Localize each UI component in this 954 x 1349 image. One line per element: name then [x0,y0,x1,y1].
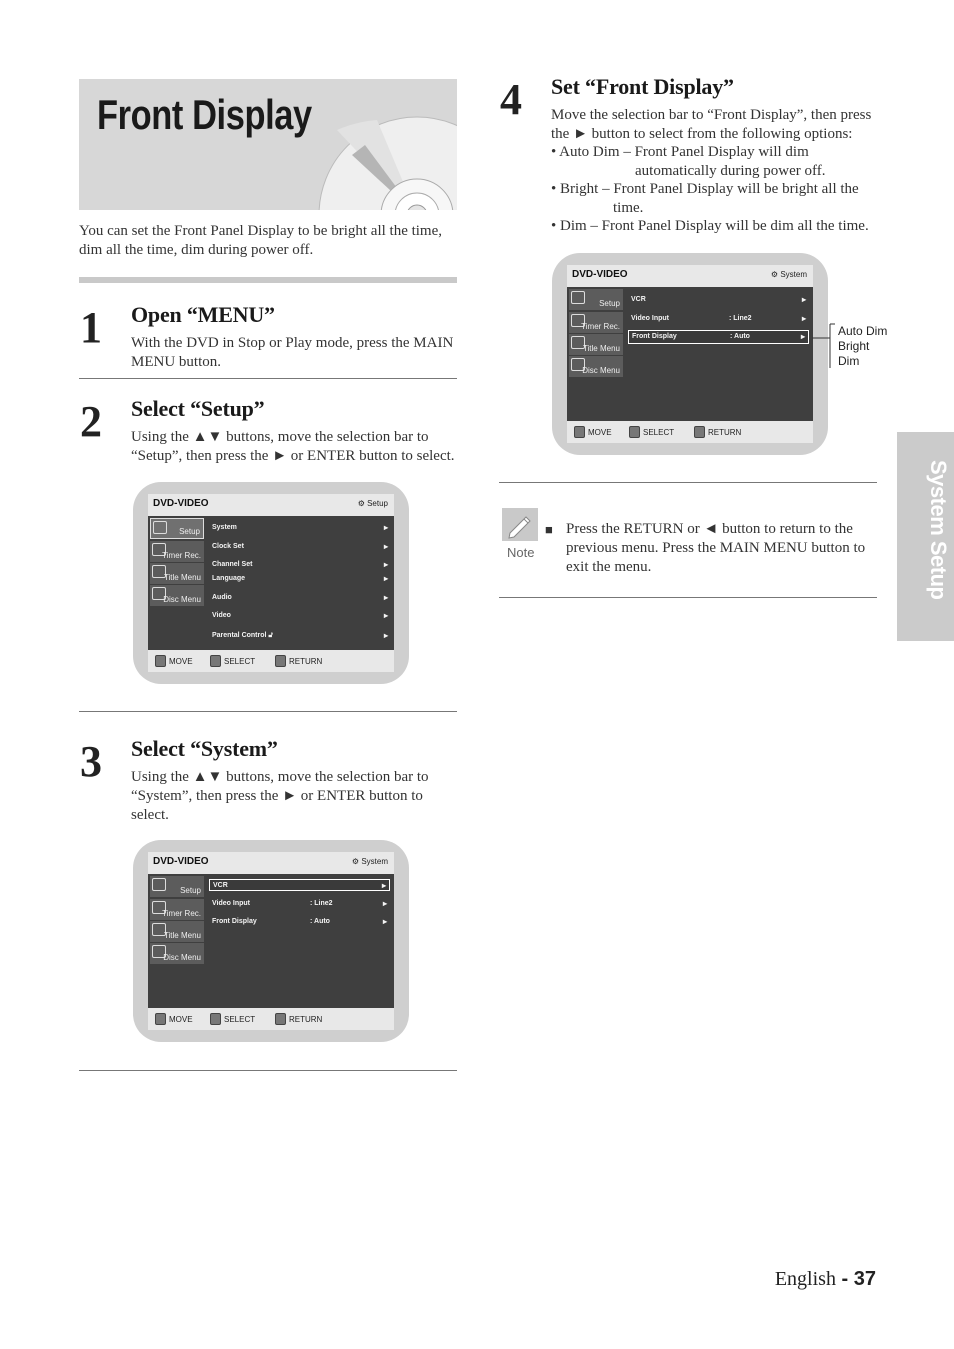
footer-select [210,655,255,667]
arrow-right-icon: ▸ [382,899,387,908]
step-2-title: Select “Setup” [131,396,265,421]
side-menu-label: Disc Menu [582,366,620,375]
option-bright-lead: • Bright – Front Panel Display will be bright all the [551,181,859,197]
footer-return-label: RETURN [289,656,323,666]
section-divider [79,277,457,283]
move-icon [155,1013,166,1025]
menu-row-value: : Line2 [729,315,752,322]
menu-row-label: Front Display [212,918,257,925]
step-4-number: 4 [500,75,522,124]
arrow-right-icon: ▸ [383,542,388,551]
select-icon [210,655,221,667]
step-2-text: Using the ▲▼ buttons, move the selection bar to “Setup”, then press the ► or ENTER button to select. [131,429,455,464]
footer-language: English [774,1268,836,1290]
side-menu-label: Timer Rec. [162,551,201,560]
footer-move [574,426,612,438]
side-menu-title-menu[interactable] [150,921,204,942]
side-menu-label: Setup [180,886,201,895]
screen-section-name: System [780,270,807,279]
note-bottom-divider [499,597,877,598]
side-menu-title-menu[interactable] [150,563,204,584]
step-2-number: 2 [80,397,102,446]
menu-row-parental-control[interactable] [209,630,391,642]
callout-bracket [812,322,836,370]
screen-header-title: DVD-VIDEO [572,269,628,280]
menu-row-video-input[interactable] [628,313,809,325]
arrow-right-icon: ▸ [383,611,388,620]
menu-row-label: Clock Set [212,543,244,550]
arrow-right-icon: ▸ [800,332,805,341]
menu-row-video[interactable] [209,610,391,622]
side-menu-label: Title Menu [163,931,201,940]
footer-select-label: SELECT [224,1014,256,1024]
menu-row-front-display[interactable] [209,916,390,928]
side-menu-timer-rec[interactable] [150,899,204,920]
footer-return [275,1013,322,1025]
arrow-right-icon: ▸ [383,523,388,532]
screen-section-name: System [361,857,388,866]
option-auto-dim [551,143,881,181]
footer-return-label: RETURN [708,427,742,437]
side-menu-label: Title Menu [582,344,620,353]
menu-row-clock-set[interactable] [209,541,391,553]
footer-select-label: SELECT [224,656,256,666]
select-icon [210,1013,221,1025]
menu-row-system[interactable] [209,522,391,534]
menu-row-label: Language [212,575,246,582]
footer-select [210,1013,255,1025]
menu-row-label: Video Input [631,315,669,322]
return-icon [694,426,705,438]
arrow-right-icon: ▸ [801,314,806,323]
arrow-right-icon: ▸ [382,917,387,926]
option-dim-lead: • Dim – Front Panel Display will be dim all the time. [551,218,869,234]
menu-row-label [212,632,273,640]
divider [79,378,457,379]
footer-return [694,426,741,438]
footer-return [275,655,322,667]
step-1-number: 1 [80,303,102,352]
footer-move [155,1013,193,1025]
side-menu-title-menu[interactable] [569,334,623,355]
page-title: Front Display [97,91,312,138]
side-menu-disc-menu[interactable] [569,356,623,377]
side-menu-timer-rec[interactable] [569,312,623,333]
callout-option-auto-dim: Auto Dim [838,324,888,338]
setup-menu-screenshot [133,482,409,684]
note-label: Note [507,545,535,560]
bullet-square-icon: ■ [545,522,553,537]
step-3-number: 3 [80,737,102,786]
menu-row-label-text: Parental Control [212,632,267,639]
menu-row-front-display[interactable] [628,330,809,344]
divider [79,1070,457,1071]
screen-section-label: ⚙ Setup [357,499,388,508]
arrow-right-icon: ▸ [383,574,388,583]
side-menu-disc-menu[interactable] [150,943,204,964]
step-1-title: Open “MENU” [131,302,275,327]
step-3-text: Using the ▲▼ buttons, move the selection bar to “System”, then press the ► or ENTER button to select. [131,769,429,823]
step-4-title: Set “Front Display” [551,74,734,99]
menu-row-label: VCR [213,882,228,889]
arrow-right-icon: ▸ [383,560,388,569]
menu-row-label: VCR [631,296,646,303]
disc-icon [317,115,457,210]
front-display-screenshot [552,253,828,455]
page-footer [775,1268,876,1291]
option-bright [551,180,881,218]
callout-option-bright: Bright [838,339,870,353]
divider [79,711,457,712]
menu-row-channel-set[interactable] [209,559,391,571]
option-auto-dim-lead: • Auto Dim – Front Panel Display will dim [551,144,809,160]
side-menu-timer-rec[interactable] [150,541,204,562]
arrow-right-icon: ▸ [383,631,388,640]
footer-select-label: SELECT [643,427,675,437]
screen-header [567,265,813,287]
screen-section-label: ⚙ System [770,270,807,279]
option-bright-rest: time. [613,200,644,216]
footer-return-label: RETURN [289,1014,323,1024]
menu-row-label: Channel Set [212,561,253,568]
screen-section-name: Setup [367,499,388,508]
menu-row-label: System [212,524,237,531]
move-icon [155,655,166,667]
side-menu-label: Disc Menu [163,595,201,604]
menu-row-vcr[interactable] [628,294,809,306]
option-dim [551,217,891,236]
system-menu-screenshot [133,840,409,1042]
wrench-icon [152,878,166,891]
menu-row-value: : Line2 [310,900,333,907]
screen-footer [567,421,813,443]
footer-move [155,655,193,667]
side-menu-label: Setup [179,527,200,536]
side-tab [897,432,954,641]
select-icon [629,426,640,438]
screen-header-title: DVD-VIDEO [153,498,209,509]
menu-row-vcr[interactable] [209,879,390,891]
screen-footer [148,1008,394,1030]
arrow-right-icon: ▸ [801,295,806,304]
side-tab-label: System Setup [926,460,951,600]
menu-row-value: : Auto [310,918,330,925]
note-top-divider [499,482,877,483]
menu-row-label: Front Display [632,333,677,340]
tv-screen [148,494,394,672]
title-banner [79,79,457,210]
menu-row-video-input[interactable] [209,898,390,910]
footer-move-label: MOVE [588,427,612,437]
side-menu-label: Setup [599,299,620,308]
return-icon [275,1013,286,1025]
side-menu-setup[interactable] [569,289,623,310]
return-icon [275,655,286,667]
screen-header [148,494,394,516]
note-text: Press the RETURN or ◄ button to return to the previous menu. Press the MAIN MENU button to exit the menu. [566,521,866,575]
side-menu-label: Disc Menu [163,953,201,962]
menu-row-audio[interactable] [209,592,391,604]
side-menu-setup[interactable] [150,876,204,897]
pencil-icon [502,508,538,541]
step-4-text: Move the selection bar to “Front Display”, then press the ► button to select from the following options: [551,107,872,142]
arrow-right-icon: ▸ [383,593,388,602]
lock-icon: 🔓︎ [268,632,273,639]
intro-text: You can set the Front Panel Display to be bright all the time, dim all the time, dim during power off. [79,223,443,258]
screen-footer [148,650,394,672]
wrench-icon [571,291,585,304]
footer-move-label: MOVE [169,1014,193,1024]
side-menu-disc-menu[interactable] [150,585,204,606]
screen-header-title: DVD-VIDEO [153,856,209,867]
arrow-right-icon: ▸ [381,881,386,890]
screen-section-label: ⚙ System [351,857,388,866]
callout-options [838,324,887,369]
menu-row-label: Audio [212,594,232,601]
menu-row-label: Video [212,612,231,619]
step-3-title: Select “System” [131,736,278,761]
footer-separator: - [835,1268,854,1290]
option-auto-dim-rest: automatically during power off. [635,163,826,179]
menu-row-label: Video Input [212,900,250,907]
footer-move-label: MOVE [169,656,193,666]
menu-row-language[interactable] [209,573,391,585]
side-menu-label: Timer Rec. [581,322,620,331]
step-1-text: With the DVD in Stop or Play mode, press the MAIN MENU button. [131,335,454,370]
screen-header [148,852,394,874]
tv-screen [567,265,813,443]
callout-option-dim: Dim [838,354,860,368]
wrench-icon [153,521,167,534]
page-number: 37 [853,1268,876,1290]
move-icon [574,426,585,438]
side-menu-label: Timer Rec. [162,909,201,918]
footer-select [629,426,674,438]
side-menu-label: Title Menu [163,573,201,582]
menu-row-value: : Auto [730,333,750,340]
side-menu-setup[interactable] [150,518,204,539]
tv-screen [148,852,394,1030]
